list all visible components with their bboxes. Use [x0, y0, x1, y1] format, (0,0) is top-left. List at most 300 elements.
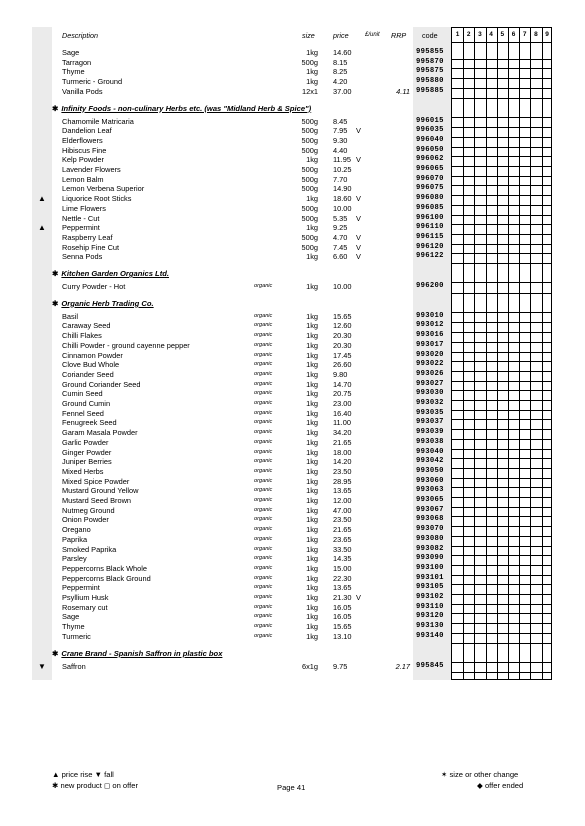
product-row	[0, 662, 451, 672]
organic-label: organic	[254, 594, 273, 600]
product-size: 1kg	[306, 77, 318, 87]
product-name: Coriander Seed	[62, 369, 114, 379]
product-price: 4.40	[333, 145, 348, 155]
product-name: Lime Flowers	[62, 203, 106, 213]
product-code: 995880	[416, 77, 444, 86]
legend-new-offer: ✱ new product ◻ on offer	[52, 781, 138, 790]
product-code: 993120	[416, 612, 444, 621]
product-rrp: 4.11	[396, 86, 410, 96]
product-code: 996200	[416, 282, 444, 290]
grid-header-divider	[452, 42, 551, 43]
product-name: Liquorice Root Sticks	[62, 194, 132, 204]
product-row	[0, 194, 451, 204]
product-name: Mustard Seed Brown	[62, 496, 132, 505]
product-size: 1kg	[306, 486, 318, 496]
product-size: 500g	[301, 135, 318, 145]
grid-row-divider	[452, 613, 551, 614]
product-code: 996122	[416, 252, 444, 261]
product-row	[0, 87, 451, 97]
header-description: Description	[62, 31, 98, 40]
product-size: 1kg	[306, 554, 318, 564]
grid-row-divider	[452, 575, 551, 576]
product-code: 993012	[416, 321, 444, 330]
product-name: Onion Powder	[62, 515, 109, 525]
grid-row-divider	[452, 147, 551, 148]
grid-row-divider	[452, 117, 551, 118]
product-price: 7.95	[333, 126, 348, 136]
product-code: 993082	[416, 544, 444, 553]
product-size: 1kg	[306, 602, 318, 612]
grid-row-divider	[452, 88, 551, 89]
product-code: 993017	[416, 340, 444, 349]
header-price: price	[333, 31, 349, 40]
grid-row-divider	[452, 205, 551, 206]
product-code: 993030	[416, 389, 444, 398]
product-name: Mixed Herbs	[62, 466, 104, 476]
grid-row-divider	[452, 98, 551, 99]
product-price: 23.65	[333, 534, 352, 544]
grid-column-divider	[542, 28, 543, 679]
product-row	[0, 593, 451, 603]
product-price: 23.50	[333, 466, 352, 476]
product-price: 20.30	[333, 340, 352, 350]
product-row	[0, 515, 451, 525]
grid-column-number: 9	[545, 31, 549, 38]
product-size: 1kg	[306, 631, 318, 641]
product-size: 1kg	[306, 223, 318, 233]
product-name: Tarragon	[62, 57, 92, 67]
product-row	[0, 603, 451, 613]
product-name: Senna Pods	[62, 252, 103, 262]
grid-row-divider	[452, 633, 551, 634]
grid-row-divider	[452, 59, 551, 60]
section-title: Infinity Foods - non-culinary Herbs etc. (was "Midland Herb & Spice")	[61, 103, 312, 113]
product-name: Lemon Verbena Superior	[62, 184, 145, 194]
product-code: 996115	[416, 232, 444, 241]
product-code: 993101	[416, 573, 444, 582]
product-price: 47.00	[333, 505, 352, 515]
grid-row-divider	[452, 594, 551, 595]
product-size: 1kg	[306, 282, 318, 291]
product-price: 10.25	[333, 165, 352, 174]
grid-row-divider	[452, 390, 551, 391]
organic-label: organic	[254, 390, 273, 397]
product-code: 993026	[416, 369, 444, 378]
grid-row-divider	[452, 244, 551, 245]
new-section-star-icon: ✱	[52, 269, 59, 278]
product-name: Fenugreek Seed	[62, 418, 117, 428]
vat-flag: V	[356, 252, 361, 262]
price-fall-icon: ▼	[38, 661, 46, 671]
product-size: 1kg	[306, 408, 318, 418]
product-name: Ginger Powder	[62, 447, 112, 457]
grid-row-divider	[452, 195, 551, 196]
product-code: 993027	[416, 379, 444, 388]
organic-label: organic	[254, 506, 273, 513]
organic-label: organic	[254, 438, 273, 445]
organic-label: organic	[254, 467, 273, 474]
product-name: Lemon Balm	[62, 174, 104, 184]
product-row	[0, 438, 451, 448]
grid-row-divider	[452, 565, 551, 566]
vat-flag: V	[356, 593, 361, 602]
organic-label: organic	[254, 341, 273, 348]
product-name: Rosehip Fine Cut	[62, 242, 120, 252]
product-size: 500g	[301, 126, 318, 136]
product-price: 33.50	[333, 544, 352, 554]
product-size: 6x1g	[301, 661, 318, 671]
product-price: 15.65	[333, 622, 352, 632]
product-price: 23.50	[333, 515, 352, 525]
product-code: 993040	[416, 447, 444, 456]
product-price: 11.95	[333, 155, 351, 165]
product-code: 993037	[416, 418, 444, 427]
grid-row-divider	[452, 137, 551, 138]
organic-label: organic	[254, 632, 273, 639]
product-row	[0, 233, 451, 243]
price-rise-icon: ▲	[38, 223, 46, 233]
product-price: 18.60	[333, 194, 352, 204]
organic-label: organic	[254, 516, 273, 523]
vat-flag: V	[356, 155, 361, 165]
grid-row-divider	[452, 410, 551, 411]
product-name: Turmeric - Ground	[62, 77, 123, 87]
grid-row-divider	[452, 381, 551, 382]
product-rrp: 2.17	[395, 661, 410, 671]
product-code: 993020	[416, 350, 444, 359]
organic-label: organic	[254, 555, 273, 562]
new-section-star-icon: ✱	[52, 298, 59, 308]
product-size: 500g	[301, 213, 318, 223]
product-name: Rosemary cut	[62, 602, 108, 612]
grid-column-number: 8	[534, 31, 538, 38]
product-code: 996065	[416, 165, 444, 173]
new-section-star-icon: ✱	[52, 103, 59, 113]
grid-row-divider	[452, 536, 551, 537]
grid-row-divider	[452, 322, 551, 323]
product-row	[0, 409, 451, 419]
product-row	[0, 331, 451, 341]
product-price: 20.30	[333, 331, 352, 341]
product-size: 1kg	[306, 155, 318, 165]
product-price: 14.90	[333, 184, 352, 194]
header-rrp: RRP	[391, 31, 407, 40]
product-price: 22.30	[333, 573, 352, 583]
product-row	[0, 204, 451, 214]
product-price: 26.60	[333, 360, 352, 370]
product-row	[0, 467, 451, 477]
product-code: 996035	[416, 126, 444, 135]
product-price: 13.65	[333, 583, 352, 593]
product-code: 996085	[416, 203, 444, 212]
grid-row-divider	[452, 468, 551, 469]
product-size: 1kg	[306, 457, 318, 467]
product-price: 21.30	[333, 593, 352, 602]
product-name: Ground Cumin	[62, 399, 111, 408]
product-code: 995870	[416, 57, 444, 66]
product-size: 1kg	[306, 360, 318, 370]
grid-row-divider	[452, 507, 551, 508]
product-size: 1kg	[306, 321, 318, 331]
product-row	[0, 67, 451, 77]
organic-label: organic	[254, 361, 273, 368]
price-rise-icon: ▲	[38, 194, 46, 204]
organic-label: organic	[254, 545, 273, 552]
grid-row-divider	[452, 312, 551, 313]
organic-label: organic	[254, 351, 273, 358]
product-size: 1kg	[306, 311, 318, 321]
grid-column-number: 2	[466, 31, 471, 38]
product-price: 16.05	[333, 602, 352, 612]
product-row	[0, 583, 451, 593]
grid-row-divider	[452, 516, 551, 517]
product-size: 1kg	[306, 331, 318, 341]
product-size: 1kg	[306, 612, 318, 622]
product-name: Dandelion Leaf	[62, 126, 112, 136]
product-row	[0, 428, 451, 438]
product-row	[0, 184, 451, 194]
product-size: 1kg	[306, 369, 318, 379]
organic-label: organic	[254, 623, 273, 630]
product-row	[0, 126, 451, 136]
product-size: 1kg	[306, 350, 318, 360]
grid-row-divider	[452, 546, 551, 547]
product-price: 8.25	[333, 67, 348, 77]
product-size: 500g	[301, 145, 318, 155]
legend-offer-ended: ◆ offer ended	[477, 781, 524, 790]
organic-label: organic	[254, 603, 273, 610]
product-price: 4.70	[333, 232, 348, 242]
section-heading	[52, 648, 222, 660]
product-row	[0, 312, 451, 322]
vat-flag: V	[356, 194, 361, 204]
organic-label: organic	[254, 419, 273, 426]
grid-column-divider	[497, 28, 498, 679]
product-name: Turmeric	[62, 631, 91, 641]
product-row	[0, 612, 451, 622]
organic-label: organic	[254, 574, 273, 581]
product-name: Nutmeg Ground	[62, 505, 115, 515]
product-code: 993140	[416, 631, 444, 640]
product-size: 1kg	[306, 622, 318, 632]
organic-label: organic	[254, 458, 273, 465]
product-price: 23.00	[333, 399, 352, 408]
grid-row-divider	[452, 672, 551, 673]
product-code: 993090	[416, 554, 444, 563]
grid-column-divider	[463, 28, 464, 679]
product-price: 16.40	[333, 408, 352, 418]
product-price: 9.80	[333, 369, 348, 379]
product-row	[0, 574, 451, 584]
organic-label: organic	[254, 613, 273, 620]
product-size: 1kg	[306, 476, 318, 486]
product-price: 5.35	[333, 213, 348, 223]
product-size: 1kg	[306, 583, 318, 593]
product-code: 993070	[416, 525, 444, 534]
product-row	[0, 341, 451, 351]
grid-row-divider	[452, 215, 551, 216]
product-code: 995855	[416, 48, 444, 56]
product-row	[0, 48, 451, 58]
grid-row-divider	[452, 224, 551, 225]
product-name: Ground Coriander Seed	[62, 379, 141, 389]
product-code: 996080	[416, 194, 444, 203]
product-row	[0, 155, 451, 165]
product-name: Lavender Flowers	[62, 165, 121, 174]
product-price: 21.65	[333, 525, 352, 535]
header-code: code	[422, 31, 438, 40]
product-name: Garlic Powder	[62, 437, 109, 447]
product-name: Elderflowers	[62, 135, 103, 145]
section-heading	[52, 103, 311, 115]
grid-row-divider	[452, 127, 551, 128]
organic-label: organic	[254, 526, 273, 533]
grid-column-number: 5	[500, 31, 505, 38]
product-name: Garam Masala Powder	[62, 428, 138, 438]
product-name: Peppermint	[62, 223, 100, 233]
product-code: 996070	[416, 174, 444, 183]
product-code: 995845	[416, 661, 444, 670]
vat-flag: V	[356, 126, 361, 136]
vat-flag: V	[356, 232, 361, 242]
product-name: Thyme	[62, 622, 85, 632]
product-code: 993016	[416, 331, 444, 340]
product-price: 14.35	[333, 554, 352, 564]
product-code: 996040	[416, 135, 444, 144]
product-name: Saffron	[62, 661, 86, 671]
product-row	[0, 486, 451, 496]
organic-label: organic	[254, 448, 273, 455]
product-size: 1kg	[306, 496, 318, 505]
section-title: Organic Herb Trading Co.	[61, 298, 154, 308]
grid-row-divider	[452, 68, 551, 69]
order-quantity-grid[interactable]	[451, 27, 552, 680]
product-price: 14.20	[333, 457, 352, 467]
product-price: 9.25	[333, 223, 348, 233]
product-name: Clove Bud Whole	[62, 360, 120, 370]
product-row	[0, 496, 451, 506]
product-row	[0, 175, 451, 185]
product-row	[0, 389, 451, 399]
product-price: 11.00	[333, 418, 351, 428]
product-code: 993035	[416, 408, 444, 417]
product-row	[0, 136, 451, 146]
product-code: 993110	[416, 602, 444, 611]
product-code: 993032	[416, 399, 444, 407]
organic-label: organic	[254, 535, 273, 542]
product-size: 1kg	[306, 252, 318, 262]
product-size: 1kg	[306, 194, 318, 204]
product-price: 10.00	[333, 203, 352, 213]
product-price: 34.20	[333, 428, 352, 438]
organic-label: organic	[254, 584, 273, 591]
product-code: 995875	[416, 67, 444, 76]
grid-row-divider	[452, 293, 551, 294]
grid-row-divider	[452, 342, 551, 343]
product-size: 1kg	[306, 593, 318, 602]
grid-column-number: 3	[478, 31, 482, 38]
product-price: 20.75	[333, 389, 352, 399]
organic-label: organic	[254, 497, 273, 503]
product-row	[0, 380, 451, 390]
grid-row-divider	[452, 526, 551, 527]
grid-column-divider	[530, 28, 531, 679]
product-name: Mustard Ground Yellow	[62, 486, 139, 496]
product-size: 1kg	[306, 573, 318, 583]
product-price: 9.30	[333, 135, 348, 145]
grid-row-divider	[452, 400, 551, 401]
product-code: 993130	[416, 622, 444, 631]
product-row	[0, 399, 451, 409]
product-size: 1kg	[306, 544, 318, 554]
product-code: 996120	[416, 242, 444, 251]
product-size: 500g	[301, 184, 318, 194]
organic-label: organic	[254, 487, 273, 494]
product-size: 500g	[301, 203, 318, 213]
organic-label: organic	[254, 380, 273, 387]
product-price: 15.00	[333, 563, 352, 573]
product-name: Chilli Powder - ground cayenne pepper	[62, 340, 190, 350]
product-price: 21.65	[333, 437, 352, 447]
grid-row-divider	[452, 166, 551, 167]
product-size: 1kg	[306, 447, 318, 457]
product-code: 993065	[416, 496, 444, 504]
product-price: 9.75	[333, 661, 348, 671]
product-size: 500g	[301, 174, 318, 184]
grid-row-divider	[452, 361, 551, 362]
product-price: 14.60	[333, 48, 352, 57]
grid-row-divider	[452, 604, 551, 605]
product-code: 993042	[416, 457, 444, 466]
organic-label: organic	[254, 370, 273, 377]
product-name: Sage	[62, 48, 80, 57]
product-code: 993039	[416, 428, 444, 437]
product-name: Kelp Powder	[62, 155, 104, 165]
product-name: Peppercorns Black Ground	[62, 573, 151, 583]
product-size: 1kg	[306, 515, 318, 525]
organic-label: organic	[254, 477, 273, 484]
grid-row-divider	[452, 439, 551, 440]
product-price: 13.10	[333, 631, 352, 641]
product-price: 13.65	[333, 486, 352, 496]
product-size: 1kg	[306, 389, 318, 399]
product-row	[0, 243, 451, 253]
product-name: Paprika	[62, 534, 88, 544]
grid-column-number: 7	[522, 31, 527, 38]
product-price: 7.45	[333, 242, 348, 252]
product-row	[0, 506, 451, 516]
product-price: 10.00	[333, 282, 352, 291]
product-name: Cinnamon Powder	[62, 350, 123, 360]
product-size: 1kg	[306, 67, 318, 77]
product-price: 6.60	[333, 252, 348, 262]
product-size: 1kg	[306, 340, 318, 350]
product-price: 16.05	[333, 612, 352, 622]
product-name: Fennel Seed	[62, 408, 104, 418]
product-code: 996100	[416, 213, 444, 222]
product-row	[0, 351, 451, 361]
header-per-unit: £/unit	[365, 32, 380, 38]
grid-row-divider	[452, 332, 551, 333]
grid-row-divider	[452, 497, 551, 498]
product-name: Curry Powder - Hot	[62, 282, 126, 291]
product-name: Caraway Seed	[62, 321, 111, 331]
product-size: 500g	[301, 232, 318, 242]
grid-column-divider	[474, 28, 475, 679]
product-size: 1kg	[306, 418, 318, 428]
product-code: 993080	[416, 534, 444, 543]
product-row	[0, 223, 451, 233]
